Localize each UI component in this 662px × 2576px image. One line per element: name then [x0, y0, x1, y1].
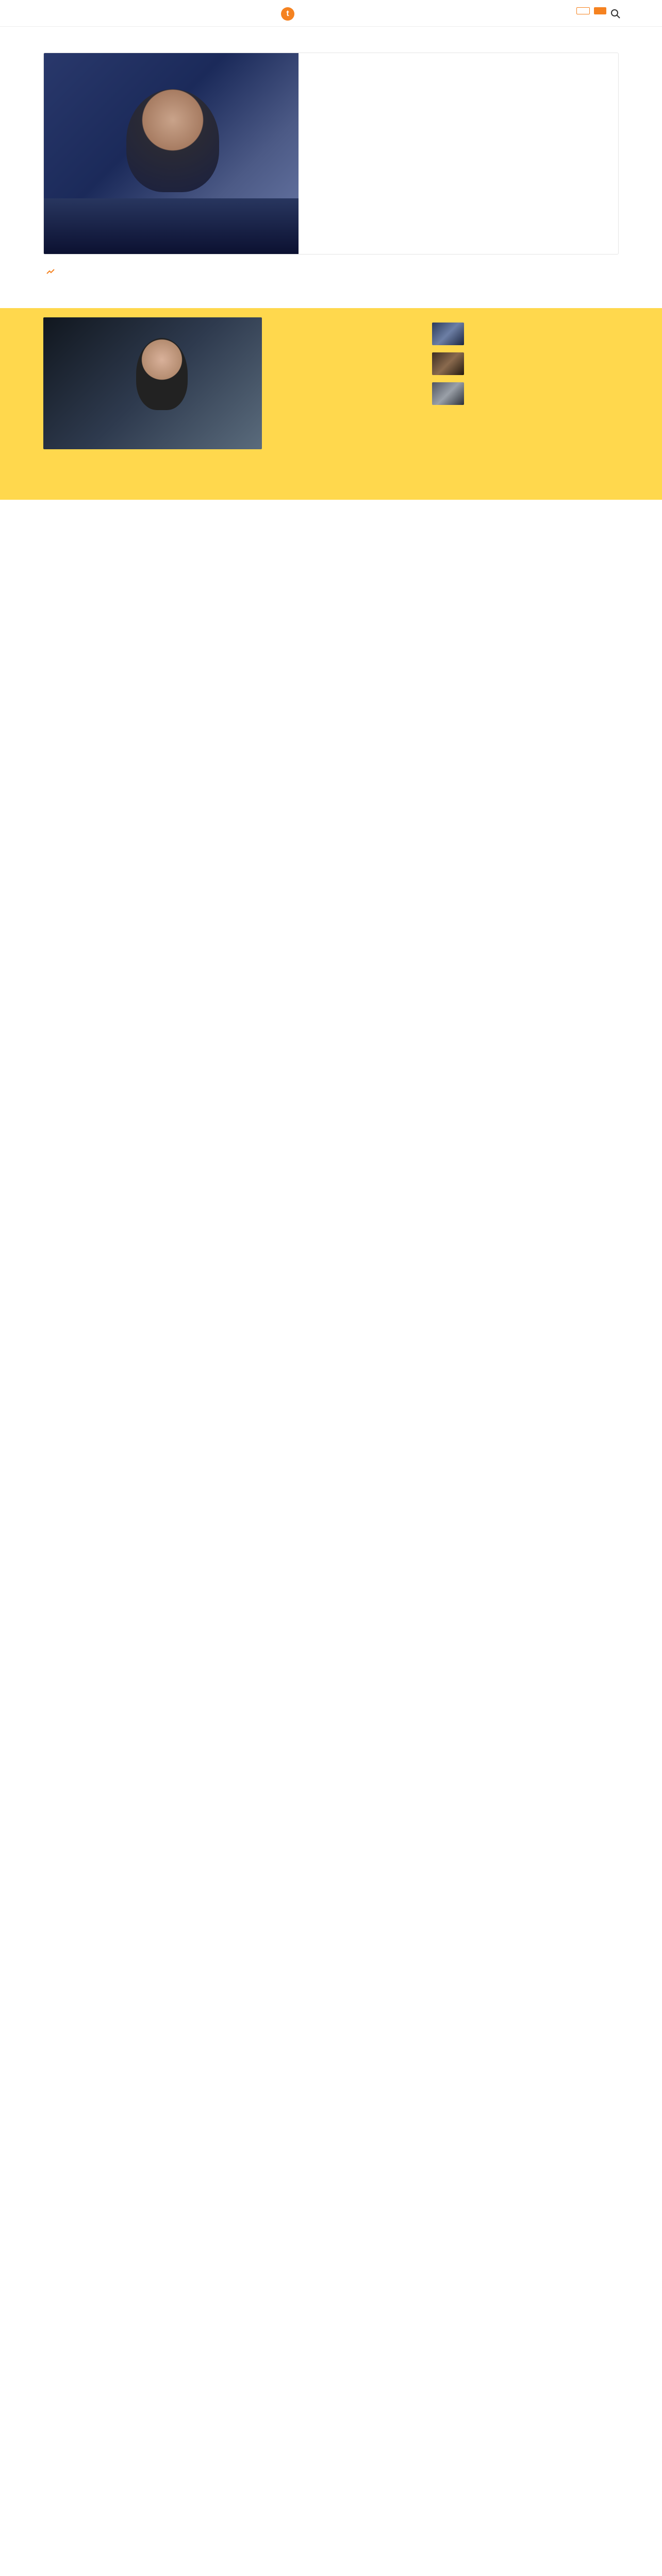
banner-thumb[interactable] — [432, 352, 464, 375]
hero-text — [307, 58, 613, 62]
banner-video-item[interactable] — [432, 352, 619, 375]
banner-thumb[interactable] — [432, 323, 464, 345]
hero-image[interactable] — [44, 53, 299, 255]
trending-heading — [43, 269, 619, 274]
banner-video-item[interactable] — [432, 323, 619, 345]
subscribe-button[interactable] — [594, 7, 606, 14]
logo[interactable] — [281, 5, 297, 23]
banner-video-image[interactable] — [43, 317, 262, 449]
header-buttons — [576, 7, 606, 14]
trending-arrow-icon — [46, 269, 55, 274]
banner-video-item[interactable] — [432, 382, 619, 405]
site-header — [0, 0, 662, 27]
video-banner — [0, 308, 662, 500]
login-button[interactable] — [576, 7, 590, 14]
logo-icon: t — [281, 7, 294, 21]
banner-thumb[interactable] — [432, 382, 464, 405]
trending-section — [43, 269, 619, 282]
main-nav — [0, 27, 662, 47]
banner-video-list — [432, 323, 619, 412]
search-icon[interactable] — [610, 9, 621, 19]
hero-story[interactable] — [43, 53, 619, 255]
